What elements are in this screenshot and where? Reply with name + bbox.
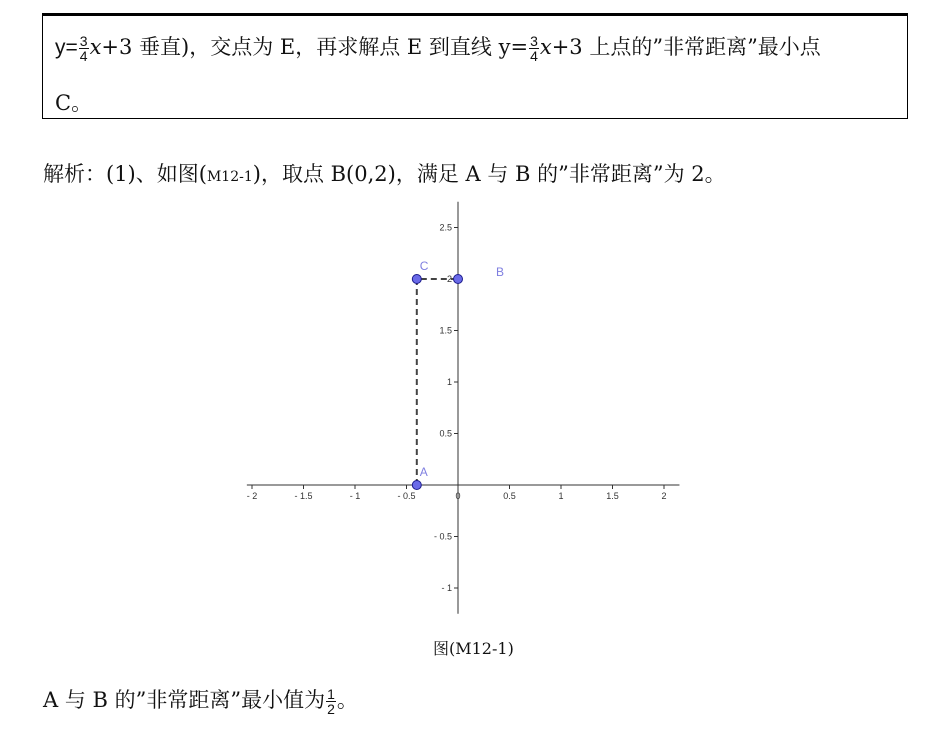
problem-text-end: +3 上点的”非常距离”最小点 — [551, 35, 821, 59]
point-c — [412, 275, 421, 284]
x-tick-label: 1.5 — [606, 491, 619, 501]
x-tick-label: - 1.5 — [294, 491, 313, 501]
result-prefix: A 与 B 的”非常距离”最小值为 — [43, 688, 326, 712]
y-tick-label: 2.5 — [439, 222, 452, 233]
variable-x: x — [89, 35, 102, 59]
fraction-numerator: 1 — [327, 686, 335, 702]
y-tick-label: 1.5 — [439, 325, 452, 336]
y-tick-label: 0.5 — [439, 428, 452, 439]
y-tick-label: - 0.5 — [433, 531, 452, 542]
figure-caption: 图(M12-1) — [433, 639, 514, 658]
x-tick-label: 2 — [661, 491, 667, 501]
x-tick-label: 1 — [558, 491, 564, 501]
fraction-one-half — [326, 687, 336, 716]
point-label-b: B — [496, 265, 505, 279]
fraction-numerator: 3 — [79, 33, 88, 49]
fraction-numerator: 3 — [530, 33, 538, 49]
fraction-denominator: 4 — [79, 48, 88, 64]
analysis-suffix: )，取点 B(0,2)，满足 A 与 B 的”非常距离”为 2。 — [252, 162, 726, 186]
problem-box — [42, 16, 908, 119]
problem-text-middle: +3 垂直)，交点为 E，再求解点 E 到直线 y= — [101, 35, 529, 59]
problem-line-1 — [55, 34, 821, 63]
y-tick-label: - 1 — [441, 583, 452, 593]
equation-lead: y= — [55, 36, 78, 59]
fraction-three-quarters — [79, 34, 89, 63]
point-b — [454, 275, 463, 284]
analysis-text — [43, 158, 726, 188]
result-suffix: 。 — [336, 688, 358, 712]
y-tick-label: 2 — [446, 274, 452, 284]
point-label-a: A — [419, 465, 428, 479]
figure-reference: M12-1 — [206, 169, 253, 185]
x-tick-label: - 1 — [349, 491, 361, 501]
variable-x-2: x — [539, 35, 552, 59]
fraction-denominator: 4 — [530, 48, 538, 64]
result-text — [43, 684, 358, 716]
coordinate-graph — [246, 195, 695, 620]
problem-line-2: C。 — [55, 91, 93, 115]
x-tick-label: - 0.5 — [397, 491, 416, 501]
x-tick-label: - 2 — [246, 491, 258, 501]
analysis-prefix: 解析：(1)、如图( — [43, 162, 207, 186]
y-tick-label: 1 — [446, 377, 452, 387]
point-label-c: C — [419, 259, 429, 273]
x-tick-label: 0.5 — [503, 491, 516, 501]
fraction-three-quarters-2 — [529, 34, 539, 63]
x-tick-label: 0 — [455, 491, 461, 501]
fraction-denominator: 2 — [327, 701, 335, 717]
point-a — [412, 481, 421, 490]
